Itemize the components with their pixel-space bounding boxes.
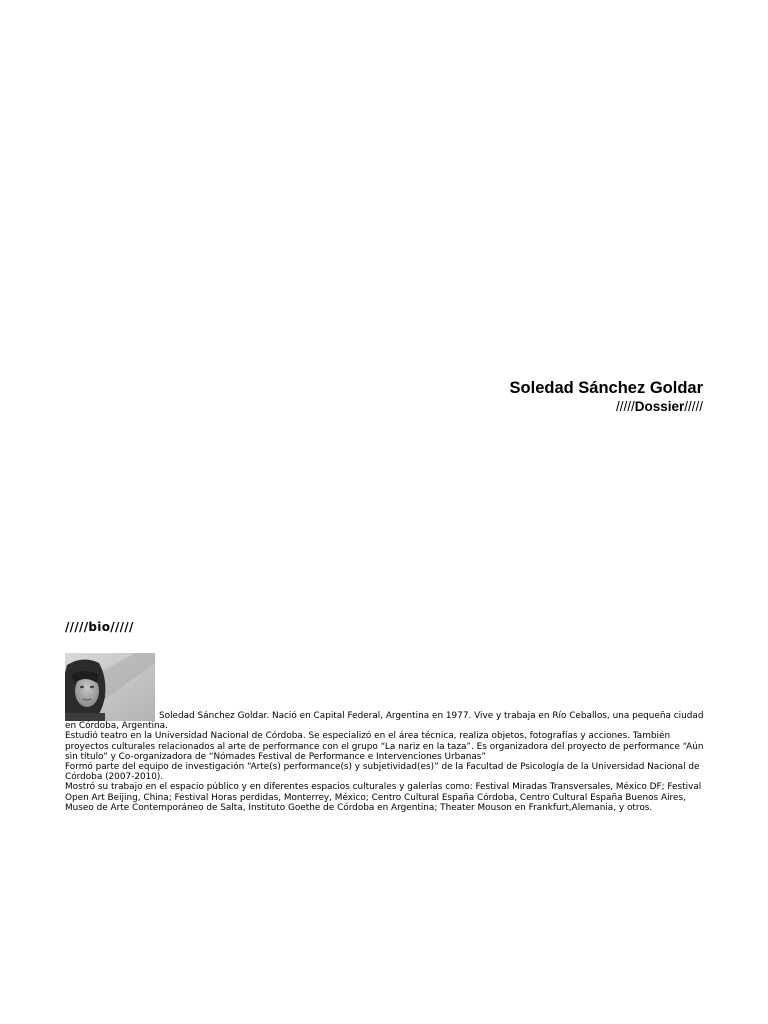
bio-paragraph: Estudió teatro en la Universidad Nacional de Córdoba. Se especializó en el área técnica, realiza objetos, fotografías y acciones. También proyectos culturales relacionados al arte de performance con el grupo “La nariz en la taza”. Es organizadora del proyecto de performance “Aún sin título” y Co-organizadora de “Nómades Festival de Performance e Intervenciones Urbanas” xyxy=(65,731,704,762)
dossier-prefix: ///// xyxy=(615,399,635,414)
bio-paragraph: Formó parte del equipo de investigación “Arte(s) performance(s) y subjetividad(es)” de la Facultad de Psicología de la Universidad Nacional de Córdoba (2007-2010). xyxy=(65,762,700,783)
bio-heading: /////bio///// xyxy=(65,620,134,634)
title-block xyxy=(510,378,703,416)
dossier-subtitle xyxy=(510,398,703,416)
dossier-suffix: ///// xyxy=(684,399,703,414)
dossier-word: Dossier xyxy=(634,399,685,414)
bio-paragraph: Mostró su trabajo en el espacio público y en diferentes espacios culturales y galerías como: Festival Miradas Transversales, México DF; Festival Open Art Beijing, China; Festival Horas perdidas, Monterrey, México; Centro Cultural España Córdoba, Centro Cultural España Buenos Aires, Museo de Arte Contemporáneo de Salta, Instituto Goethe de Córdoba en Argentina; Theater Mouson en Frankfurt,Alemania, y otros. xyxy=(65,782,702,813)
bio-text xyxy=(65,711,715,813)
bio-paragraph: Soledad Sánchez Goldar. Nació en Capital Federal, Argentina en 1977. Vive y trabaja en Río Ceballos, una pequeña ciudad en Córdoba, Argentina. xyxy=(65,711,704,732)
author-name: Soledad Sánchez Goldar xyxy=(509,379,703,397)
